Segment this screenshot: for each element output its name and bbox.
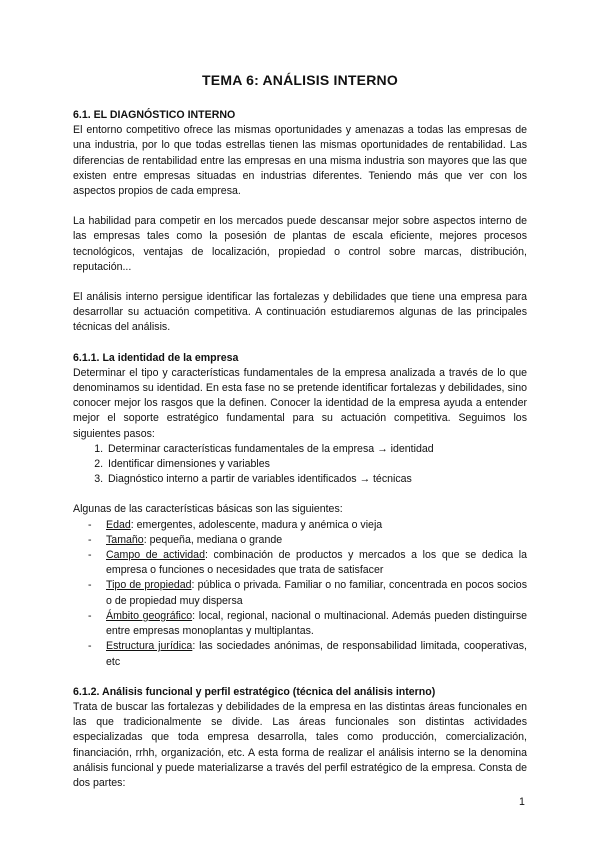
term: Edad [106,518,131,531]
steps-list [73,442,527,488]
definition: : local, regional, nacional o multinacional. Además pueden distinguirse entre empresas monoplantas y multiplantas. [106,609,528,638]
list-item [88,518,527,533]
section-heading-6-1-2: 6.1.2. Análisis funcional y perfil estratégico (técnica del análisis interno) [73,685,436,698]
list-item [88,548,527,578]
definition: : pequeña, mediana o grande [143,533,283,546]
document-body [73,108,527,791]
list-item: 1. Determinar características fundamentales de la empresa → identidad [106,442,527,457]
list-item [88,639,527,669]
paragraph: El entorno competitivo ofrece las mismas oportunidades y amenazas a todas las empresas de una industria, por lo que todas estrellas tienen las mismas oportunidades de rentabilidad. Las diferencias de rentabilidad entre las empresas en una misma industria son mayores que las que existen entre empresas situadas en industrias diferentes. Teniendo más que ver con los aspectos propios de cada empresa. [73,124,527,198]
list-item [88,609,527,639]
list-item: 3. Diagnóstico interno a partir de variables identificados → técnicas [106,472,527,487]
page-number: 1 [519,796,525,808]
term: Tipo de propiedad [106,579,192,592]
paragraph: El análisis interno persigue identificar las fortalezas y debilidades que tiene una empresa para desarrollar su actuación competitiva. A continuación estudiaremos algunas de las principales técnicas del análisis. [73,291,527,334]
definition: : pública o privada. Familiar o no familiar, concentrada en pocos socios o de propiedad muy dispersa [106,579,527,607]
section-heading-6-1-1: 6.1.1. La identidad de la empresa [73,351,239,364]
list-item: 2. Identificar dimensiones y variables [106,457,527,472]
term: Estructura jurídica [106,640,193,653]
paragraph: La habilidad para competir en los mercados puede descansar mejor sobre aspectos interno de las empresas tales como la posesión de plantas de escala eficiente, mejores procesos tecnológicos, ventajas de localización, propiedad o control sobre marcas, distribución, reputación... [73,215,527,273]
definition: : combinación de productos y mercados a los que se dedica la empresa o funciones o necesidades que trata de satisfacer [106,549,527,577]
list-item [88,578,527,608]
paragraph: Trata de buscar las fortalezas y debilidades de la empresa en las distintas áreas funcionales en las que tradicionalmente se divide. Las áreas funcionales son distintas actividades especializadas que toda empresa desarrolla, tales como producción, comercialización, financiación, rrhh, organización, etc. A esta forma de realizar el análisis interno se la denomina análisis funcional y puede materializarse a través del perfil estratégico de la empresa. Consta de dos partes: [73,700,527,789]
definition: : las sociedades anónimas, de responsabilidad limitada, cooperativas, etc [106,640,527,668]
section-heading-6-1: 6.1. EL DIAGNÓSTICO INTERNO [73,109,236,121]
list-item [88,533,527,548]
document-title: TEMA 6: ANÁLISIS INTERNO [202,72,398,88]
term: Ámbito geográfico [106,609,193,622]
paragraph: Algunas de las características básicas son las siguientes: [73,503,343,516]
term: Campo de actividad [106,549,205,562]
term: Tamaño [106,533,144,546]
characteristics-list [73,518,527,670]
definition: : emergentes, adolescente, madura y anémica o vieja [130,518,383,531]
paragraph: Determinar el tipo y características fundamentales de la empresa analizada a través de lo que denominamos su identidad. En esta fase no se pretende identificar fortalezas y debilidades, sino conocer mejor los rasgos que la definen. Conocer la identidad de la empresa ayuda a entender mejor el soporte estratégico fundamental para su actuación competitiva. Seguimos los siguientes pasos: [73,366,527,440]
